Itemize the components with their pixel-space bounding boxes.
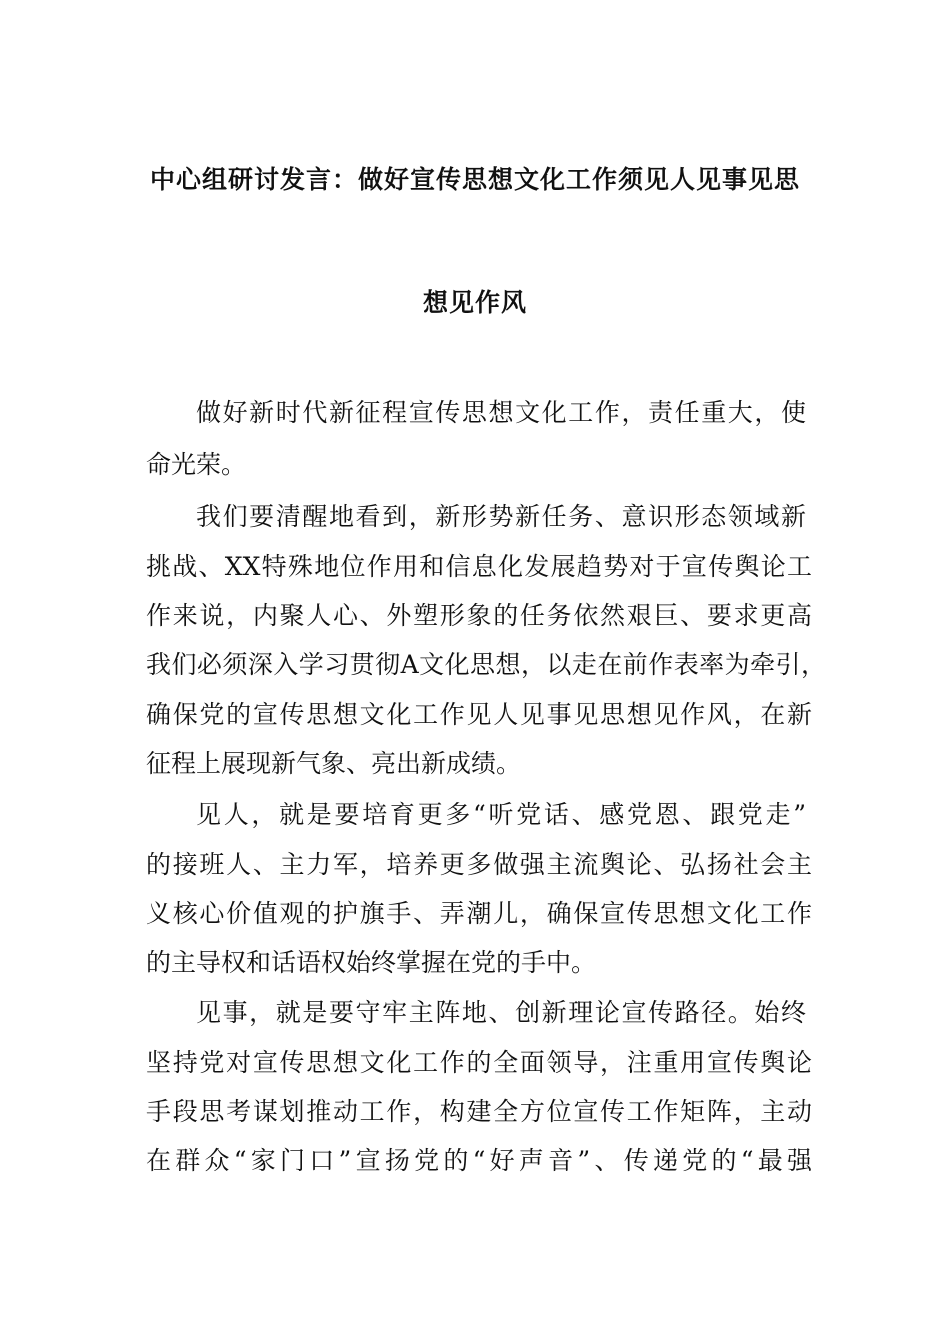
paragraph-4-line-3: 手段思考谋划推动工作，构建全方位宣传工作矩阵，主动 (146, 1097, 812, 1126)
paragraph-2-line-1: 我们要清醒地看到，新形势新任务、意识形态领域新 (196, 502, 806, 531)
paragraph-4-line-4: 在群众“家门口”宣扬党的“好声音”、传递党的“最强 (146, 1146, 812, 1175)
paragraph-2-line-2: 挑战、XX特殊地位作用和信息化发展趋势对于宣传舆论工 (146, 552, 812, 581)
paragraph-4-line-2: 坚持党对宣传思想文化工作的全面领导，注重用宣传舆论 (146, 1048, 812, 1077)
paragraph-3-line-3: 义核心价值观的护旗手、弄潮儿，确保宣传思想文化工作 (146, 899, 812, 928)
paragraph-3-line-2: 的接班人、主力军，培养更多做强主流舆论、弘扬社会主 (146, 850, 812, 879)
paragraph-2-line-3: 作来说，内聚人心、外塑形象的任务依然艰巨、要求更高 (146, 601, 812, 630)
document-title-line-1: 中心组研讨发言：做好宣传思想文化工作须见人见事见思 (149, 165, 800, 194)
paragraph-4-line-1: 见事，就是要守牢主阵地、创新理论宣传路径。始终 (196, 998, 806, 1027)
document-title-line-2: 想见作风 (422, 288, 527, 317)
paragraph-3-line-4: 的主导权和话语权始终掌握在党的手中。 (146, 948, 597, 977)
paragraph-3-line-1: 见人，就是要培育更多“听党话、感党恩、跟党走” (196, 800, 806, 829)
paragraph-1-line-1: 做好新时代新征程宣传思想文化工作，责任重大，使 (196, 398, 806, 427)
paragraph-2-line-6: 征程上展现新气象、亮出新成绩。 (146, 749, 522, 778)
paragraph-1-line-2: 命光荣。 (146, 450, 247, 479)
paragraph-2-line-4: 我们必须深入学习贯彻A文化思想，以走在前作表率为牵引， (146, 650, 826, 679)
paragraph-2-line-5: 确保党的宣传思想文化工作见人见事见思想见作风，在新 (146, 700, 812, 729)
